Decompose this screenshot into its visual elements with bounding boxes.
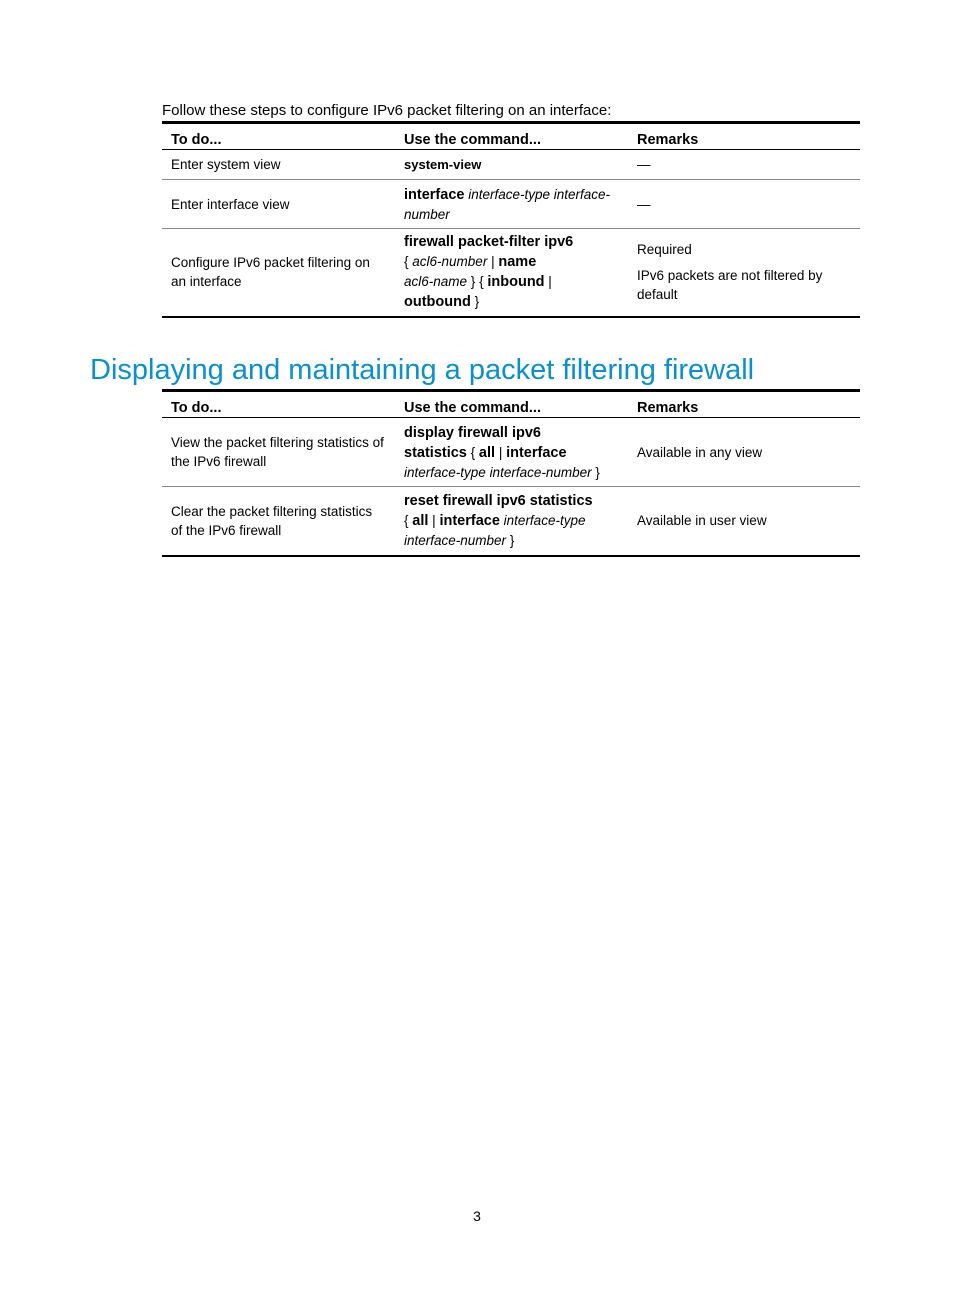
- table-row: [162, 180, 860, 229]
- table-header-row: [162, 391, 860, 418]
- command-argument: interface-number: [404, 186, 611, 222]
- todo-cell: Enter interface view: [162, 180, 395, 229]
- section-title: Displaying and maintaining a packet filtering firewall: [90, 354, 755, 386]
- command-keyword: outbound: [404, 294, 471, 311]
- configure-steps-table: [162, 121, 860, 318]
- brace-close: }: [474, 294, 480, 310]
- header-command: Use the command...: [395, 123, 628, 150]
- command-keyword: statistics: [404, 444, 467, 461]
- command-argument: acl6-name: [404, 274, 468, 290]
- command-keyword: interface: [506, 444, 567, 461]
- remark-cell: Available in any view: [628, 418, 860, 487]
- brace-close: }: [470, 274, 476, 290]
- table-row: [162, 229, 860, 317]
- brace-close: }: [509, 533, 515, 549]
- header-remarks: Remarks: [628, 391, 860, 418]
- command-keyword: interface: [439, 513, 500, 530]
- todo-cell: Configure IPv6 packet filtering on an interface: [162, 229, 395, 317]
- table-header-row: [162, 123, 860, 150]
- command-keyword: system-view: [404, 157, 482, 172]
- brace-open: {: [479, 274, 484, 290]
- command-keyword: reset firewall ipv6 statistics: [404, 493, 593, 510]
- remark-cell: —: [628, 150, 860, 180]
- remark-note: IPv6 packets are not filtered by default: [637, 268, 823, 303]
- table-row: [162, 418, 860, 487]
- pipe-separator: |: [491, 254, 495, 270]
- remark-cell: —: [628, 180, 860, 229]
- command-cell: [395, 418, 628, 487]
- command-keyword: inbound: [487, 274, 545, 291]
- header-todo: To do...: [162, 123, 395, 150]
- command-keyword: all: [412, 513, 429, 530]
- intro-text: Follow these steps to configure IPv6 packet filtering on an interface:: [162, 102, 612, 119]
- brace-close: }: [595, 464, 600, 480]
- brace-open: {: [470, 444, 476, 460]
- command-keyword: name: [498, 254, 537, 271]
- command-cell: [395, 150, 628, 180]
- remark-cell: Available in user view: [628, 487, 860, 556]
- brace-open: {: [404, 513, 409, 529]
- pipe-separator: |: [498, 444, 503, 460]
- pipe-separator: |: [548, 274, 552, 290]
- brace-open: {: [404, 254, 409, 270]
- command-argument: acl6-number: [412, 254, 488, 270]
- command-keyword: firewall packet-filter ipv6: [404, 234, 574, 251]
- command-argument: interface-type: [468, 186, 551, 202]
- header-command: Use the command...: [395, 391, 628, 418]
- header-remarks: Remarks: [628, 123, 860, 150]
- command-keyword: all: [478, 444, 496, 461]
- remark-cell: [628, 229, 860, 317]
- command-argument: interface-type: [503, 513, 586, 529]
- command-cell: [395, 487, 628, 556]
- command-argument: interface-type: [404, 464, 486, 480]
- todo-cell: Clear the packet filtering statistics of the IPv6 firewall: [162, 487, 395, 556]
- header-todo: To do...: [162, 391, 395, 418]
- page-number: 3: [473, 1208, 481, 1224]
- command-argument: interface-number: [489, 464, 592, 480]
- command-cell: [395, 180, 628, 229]
- command-argument: interface-number: [404, 533, 507, 549]
- pipe-separator: |: [432, 513, 436, 529]
- command-keyword: interface: [404, 186, 465, 203]
- table-row: [162, 150, 860, 180]
- todo-cell: View the packet filtering statistics of the IPv6 firewall: [162, 418, 395, 487]
- command-cell: [395, 229, 628, 317]
- todo-cell: Enter system view: [162, 150, 395, 180]
- table-row: [162, 487, 860, 556]
- command-keyword: display firewall ipv6: [404, 424, 541, 441]
- remark-required: Required: [637, 242, 692, 258]
- display-maintain-table: [162, 389, 860, 557]
